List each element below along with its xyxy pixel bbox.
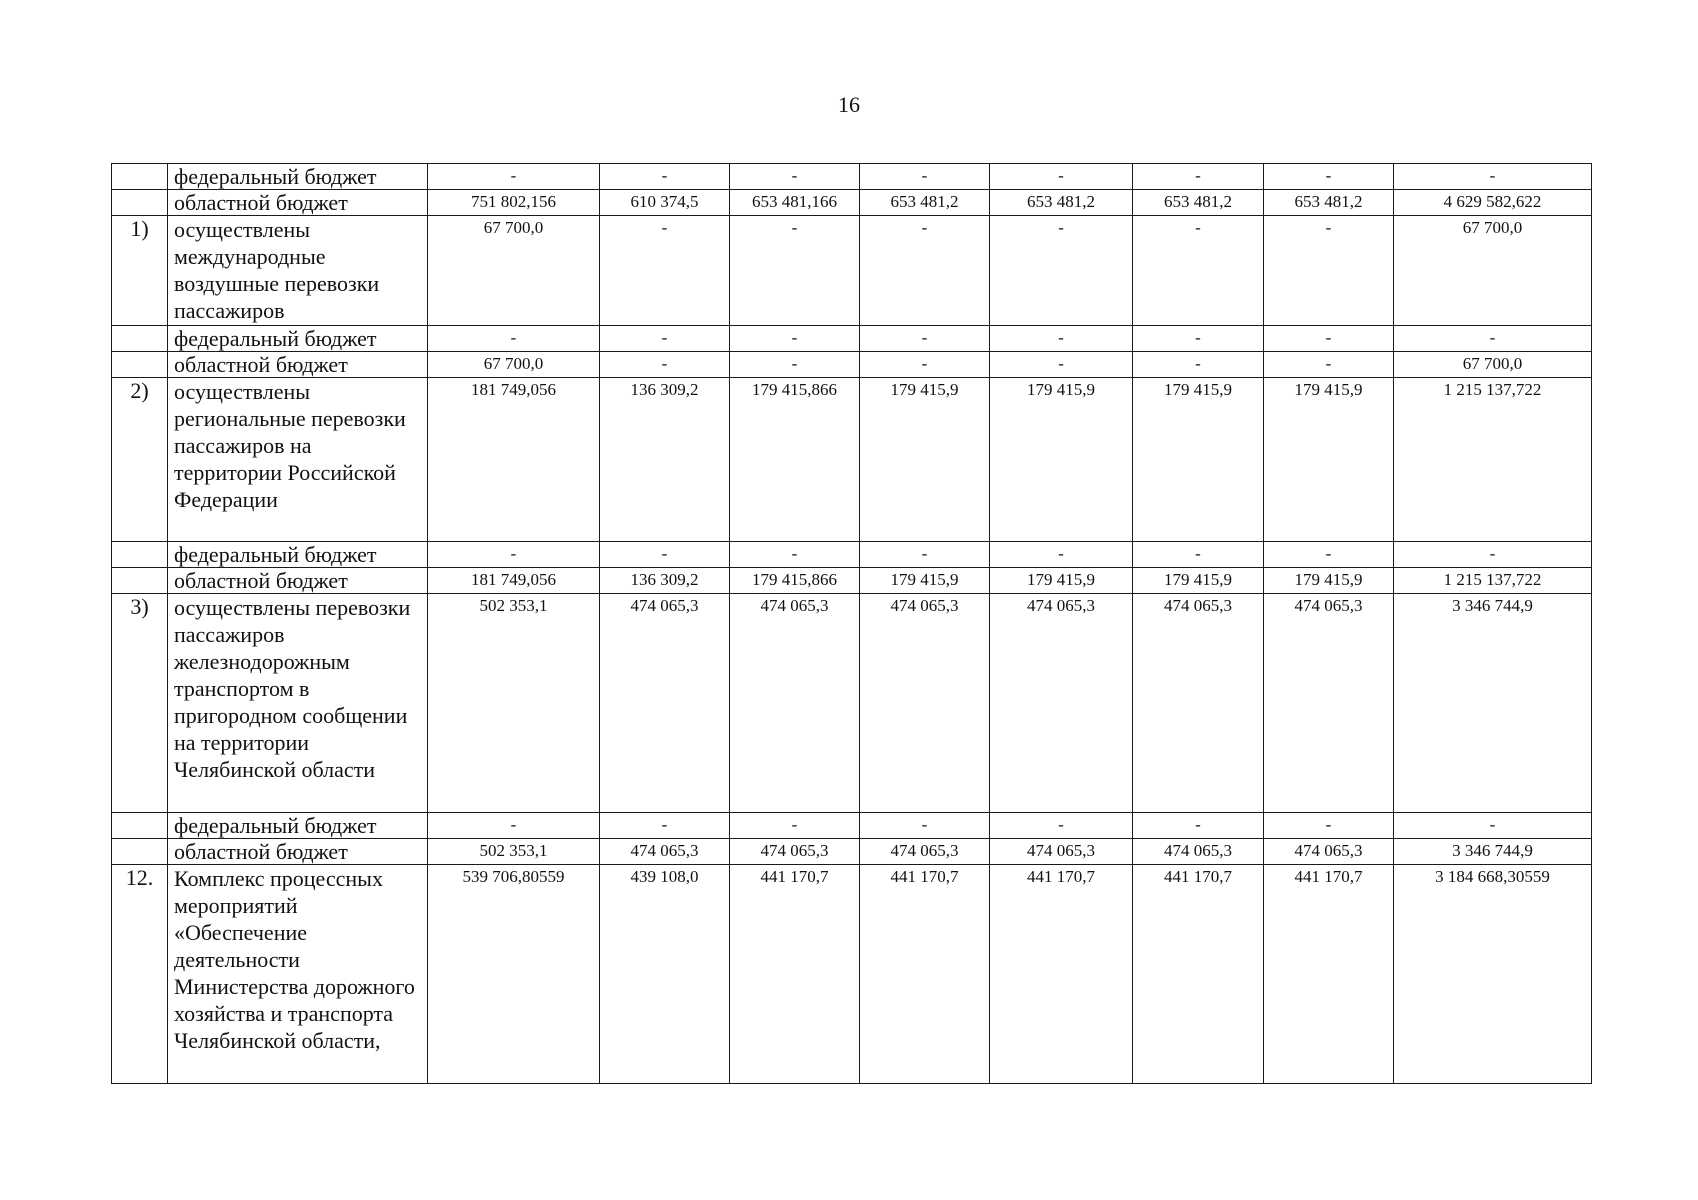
table-cell: 539 706,80559 [428,865,600,1084]
table-cell: - [860,813,990,839]
row-number [112,326,168,352]
row-name: областной бюджет [168,839,428,865]
table-cell: 441 170,7 [730,865,860,1084]
row-name: федеральный бюджет [168,326,428,352]
row-number [112,839,168,865]
table-cell: - [730,352,860,378]
table-cell: 136 309,2 [600,568,730,594]
table-cell: 474 065,3 [990,594,1133,813]
row-number: 2) [112,378,168,542]
table-cell: 179 415,9 [1133,378,1264,542]
table-cell: - [600,813,730,839]
table-cell-total: 67 700,0 [1394,216,1592,326]
table-cell: - [860,216,990,326]
table-row [112,865,1592,1084]
table-cell-total: 4 629 582,622 [1394,190,1592,216]
row-name: осуществлены перевозки пассажиров железнодорожным транспортом в пригородном сообщении на территории Челябинской области [168,594,428,813]
table-cell-total: 3 184 668,30559 [1394,865,1592,1084]
table-cell: - [600,216,730,326]
table-cell: 653 481,2 [1264,190,1394,216]
table-cell: 441 170,7 [860,865,990,1084]
table-cell: 653 481,2 [860,190,990,216]
table-cell: - [860,164,990,190]
budget-table [111,163,1592,1084]
table-cell: 179 415,866 [730,378,860,542]
table-cell: - [1133,326,1264,352]
row-number [112,352,168,378]
table-cell: 474 065,3 [600,594,730,813]
row-number [112,813,168,839]
row-name: областной бюджет [168,190,428,216]
table-cell-total: - [1394,164,1592,190]
table-cell: 179 415,9 [860,378,990,542]
table-cell: 179 415,866 [730,568,860,594]
table-cell: - [428,326,600,352]
table-cell-total: 1 215 137,722 [1394,378,1592,542]
table-cell: 179 415,9 [990,568,1133,594]
table-cell: - [428,813,600,839]
table-cell: - [990,813,1133,839]
table-cell: 474 065,3 [730,839,860,865]
row-name: осуществлены международные воздушные перевозки пассажиров [168,216,428,326]
row-number: 1) [112,216,168,326]
table-row [112,542,1592,568]
table-cell: 179 415,9 [860,568,990,594]
table-cell: - [1264,352,1394,378]
table-row [112,594,1592,813]
table-cell: - [428,542,600,568]
table-cell: - [1264,542,1394,568]
table-cell: - [1133,164,1264,190]
table-cell: 502 353,1 [428,594,600,813]
table-cell: 179 415,9 [1264,378,1394,542]
page-number: 16 [838,92,860,117]
table-cell: - [1264,326,1394,352]
table-row [112,164,1592,190]
row-number: 12. [112,865,168,1084]
table-row [112,190,1592,216]
table-cell-total: 3 346 744,9 [1394,839,1592,865]
table-cell: 653 481,166 [730,190,860,216]
table-cell: - [1264,216,1394,326]
table-cell: 179 415,9 [1133,568,1264,594]
table-cell: - [1133,352,1264,378]
row-name: федеральный бюджет [168,813,428,839]
table-cell: 474 065,3 [1133,594,1264,813]
row-number [112,568,168,594]
table-cell: 474 065,3 [990,839,1133,865]
row-name: Комплекс процессных мероприятий «Обеспечение деятельности Министерства дорожного хозяйства и транспорта Челябинской области, [168,865,428,1084]
table-cell: 502 353,1 [428,839,600,865]
table-cell: 179 415,9 [1264,568,1394,594]
table-cell: - [600,352,730,378]
row-name: областной бюджет [168,352,428,378]
row-number: 3) [112,594,168,813]
table-cell: - [600,326,730,352]
table-row [112,326,1592,352]
table-cell: 474 065,3 [860,594,990,813]
table-cell: 441 170,7 [1264,865,1394,1084]
table-cell-total: - [1394,542,1592,568]
table-cell: 179 415,9 [990,378,1133,542]
table-cell: 441 170,7 [990,865,1133,1084]
row-name: осуществлены региональные перевозки пассажиров на территории Российской Федерации [168,378,428,542]
table-row [112,839,1592,865]
table-cell: - [990,542,1133,568]
table-cell-total: 3 346 744,9 [1394,594,1592,813]
table-cell: - [730,542,860,568]
table-cell: - [990,164,1133,190]
table-cell: - [428,164,600,190]
table-cell: - [990,352,1133,378]
table-cell: 653 481,2 [990,190,1133,216]
table-cell-total: 67 700,0 [1394,352,1592,378]
table-cell: 67 700,0 [428,216,600,326]
table-cell: - [990,216,1133,326]
table-cell: - [1133,542,1264,568]
row-number [112,190,168,216]
table-cell: 441 170,7 [1133,865,1264,1084]
table-cell: - [860,542,990,568]
table-row [112,352,1592,378]
table-cell-total: 1 215 137,722 [1394,568,1592,594]
table-cell: 474 065,3 [860,839,990,865]
table-cell: - [990,326,1133,352]
table-cell: - [600,542,730,568]
table-row [112,568,1592,594]
table-cell: - [1264,164,1394,190]
table-cell: 181 749,056 [428,568,600,594]
table-cell: - [730,216,860,326]
table-cell: - [860,352,990,378]
row-name: областной бюджет [168,568,428,594]
table-row [112,216,1592,326]
table-cell: - [1133,216,1264,326]
table-cell: 439 108,0 [600,865,730,1084]
table-row [112,378,1592,542]
table-cell: 474 065,3 [600,839,730,865]
table-cell: 474 065,3 [1264,839,1394,865]
row-number [112,542,168,568]
table-cell: - [1264,813,1394,839]
table-cell: - [730,813,860,839]
table-cell: - [730,326,860,352]
table-row [112,813,1592,839]
table-cell: 474 065,3 [1264,594,1394,813]
table-cell-total: - [1394,326,1592,352]
table-cell: 653 481,2 [1133,190,1264,216]
row-name: федеральный бюджет [168,164,428,190]
table-cell: - [860,326,990,352]
table-cell: 474 065,3 [730,594,860,813]
table-cell: 474 065,3 [1133,839,1264,865]
table-cell: 751 802,156 [428,190,600,216]
table-cell: - [1133,813,1264,839]
table-cell: - [600,164,730,190]
table-cell: - [730,164,860,190]
row-name: федеральный бюджет [168,542,428,568]
table-cell-total: - [1394,813,1592,839]
table-cell: 610 374,5 [600,190,730,216]
table-cell: 136 309,2 [600,378,730,542]
row-number [112,164,168,190]
table-cell: 67 700,0 [428,352,600,378]
table-cell: 181 749,056 [428,378,600,542]
